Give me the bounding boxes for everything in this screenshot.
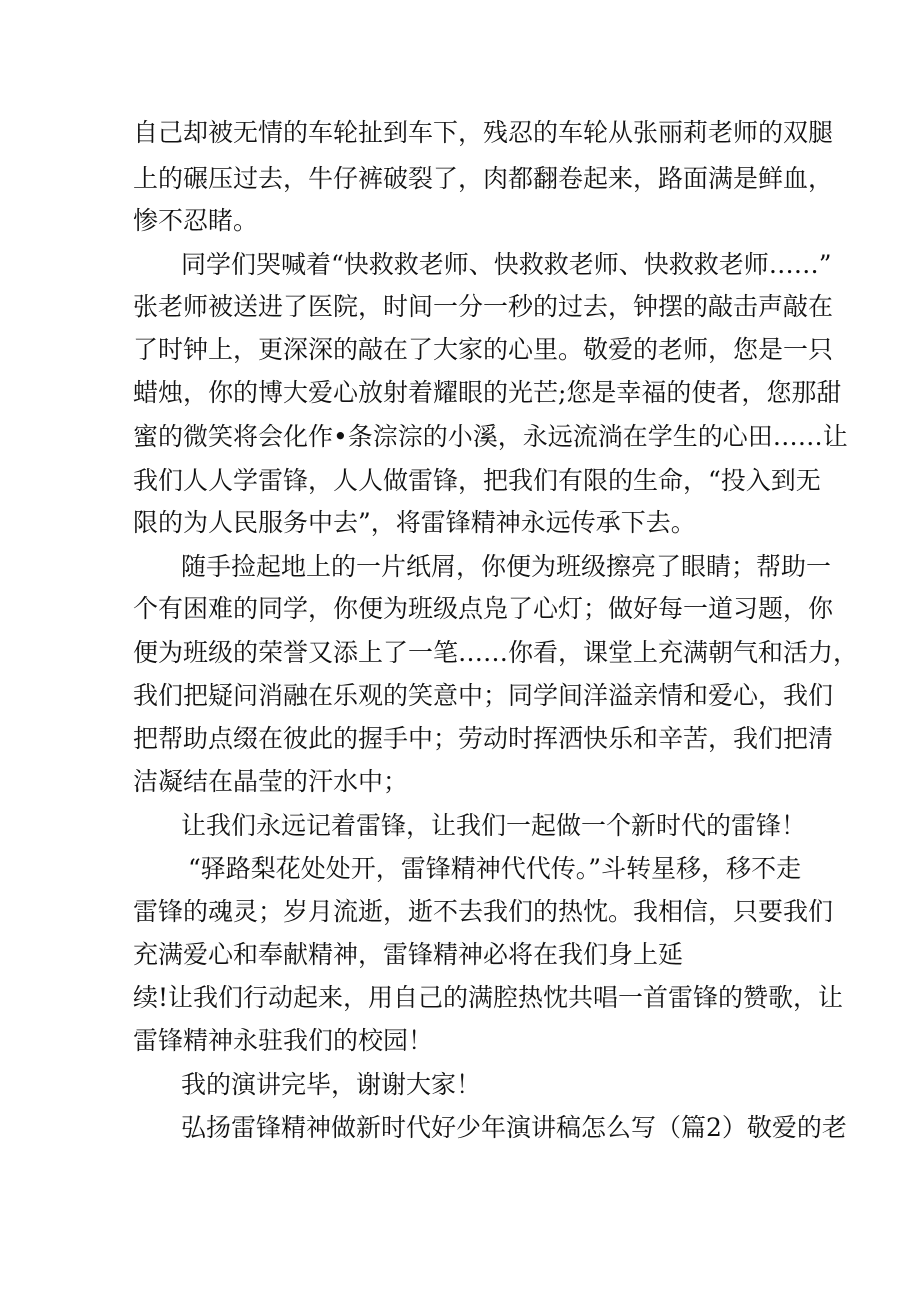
text-line: 同学们哭喊着“快救救老师、快救救老师、快救救老师……” [181,250,832,279]
text-line: 便为班级的荣誉又添上了一笔……你看，课堂上充满朝气和活力， [133,638,859,667]
text-line: 续!让我们行动起来，用自己的满腔热忱共唱一首雷锋的赞歌，让 [133,983,844,1012]
text-line: 个有困难的同学，你便为班级点凫了心灯；做好每一道习题，你 [133,594,834,623]
text-line: “驿路梨花处处开，雷锋精神代代传。”斗转星移，移不走 [188,854,802,883]
text-line: 随手捡起地上的一片纸屑，你便为班级擦亮了眼睛；帮助一 [181,552,832,581]
text-line: 蜜的微笑将会化作•条淙淙的小溪，永远流淌在学生的心田……让 [133,422,848,451]
text-line: 雷锋精神永驻我们的校园！ [133,1026,434,1055]
text-line: 自己却被无情的车轮扯到车下，残忍的车轮从张丽莉老师的双腿 [133,118,834,147]
text-line: 限的为人民服务中去”，将雷锋精神永远传承下去。 [133,508,696,537]
text-line: 我的演讲完毕，谢谢大家！ [181,1070,482,1099]
text-line: 张老师被送进了医院，时间一分一秒的过去，钟摆的敲击声敲在 [133,292,834,321]
text-line: 蜡烛，你的博大爱心放射着耀眼的光芒;您是幸福的使者，您那甜 [133,378,842,407]
text-line: 洁凝结在晶莹的汗水中； [133,767,409,796]
text-line: 弘扬雷锋精神做新时代好少年演讲稿怎么写（篇2）敬爱的老 [181,1113,847,1142]
text-line: 上的碾压过去，牛仔裤破裂了，肉都翻卷起来，路面满是鲜血， [133,164,834,193]
text-line: 我们人人学雷锋，人人做雷锋，把我们有限的生命，“投入到无 [133,466,821,495]
text-line: 了时钟上，更深深的敲在了大家的心里。敬爱的老师，您是一只 [133,335,834,364]
text-line: 让我们永远记着雷锋，让我们一起做一个新时代的雷锋！ [181,811,807,840]
text-line: 我们把疑问消融在乐观的笑意中；同学间洋溢亲情和爱心，我们 [133,681,834,710]
text-line: 把帮助点缀在彼此的握手中；劳动时挥洒快乐和辛苦，我们把清 [133,724,834,753]
text-line: 惨不忍睹。 [133,206,259,235]
text-line: 雷锋的魂灵；岁月流逝，逝不去我们的热忱。我相信，只要我们 [133,897,834,926]
text-line: 充满爱心和奉献精神，雷锋精神必将在我们身上延 [133,940,684,969]
